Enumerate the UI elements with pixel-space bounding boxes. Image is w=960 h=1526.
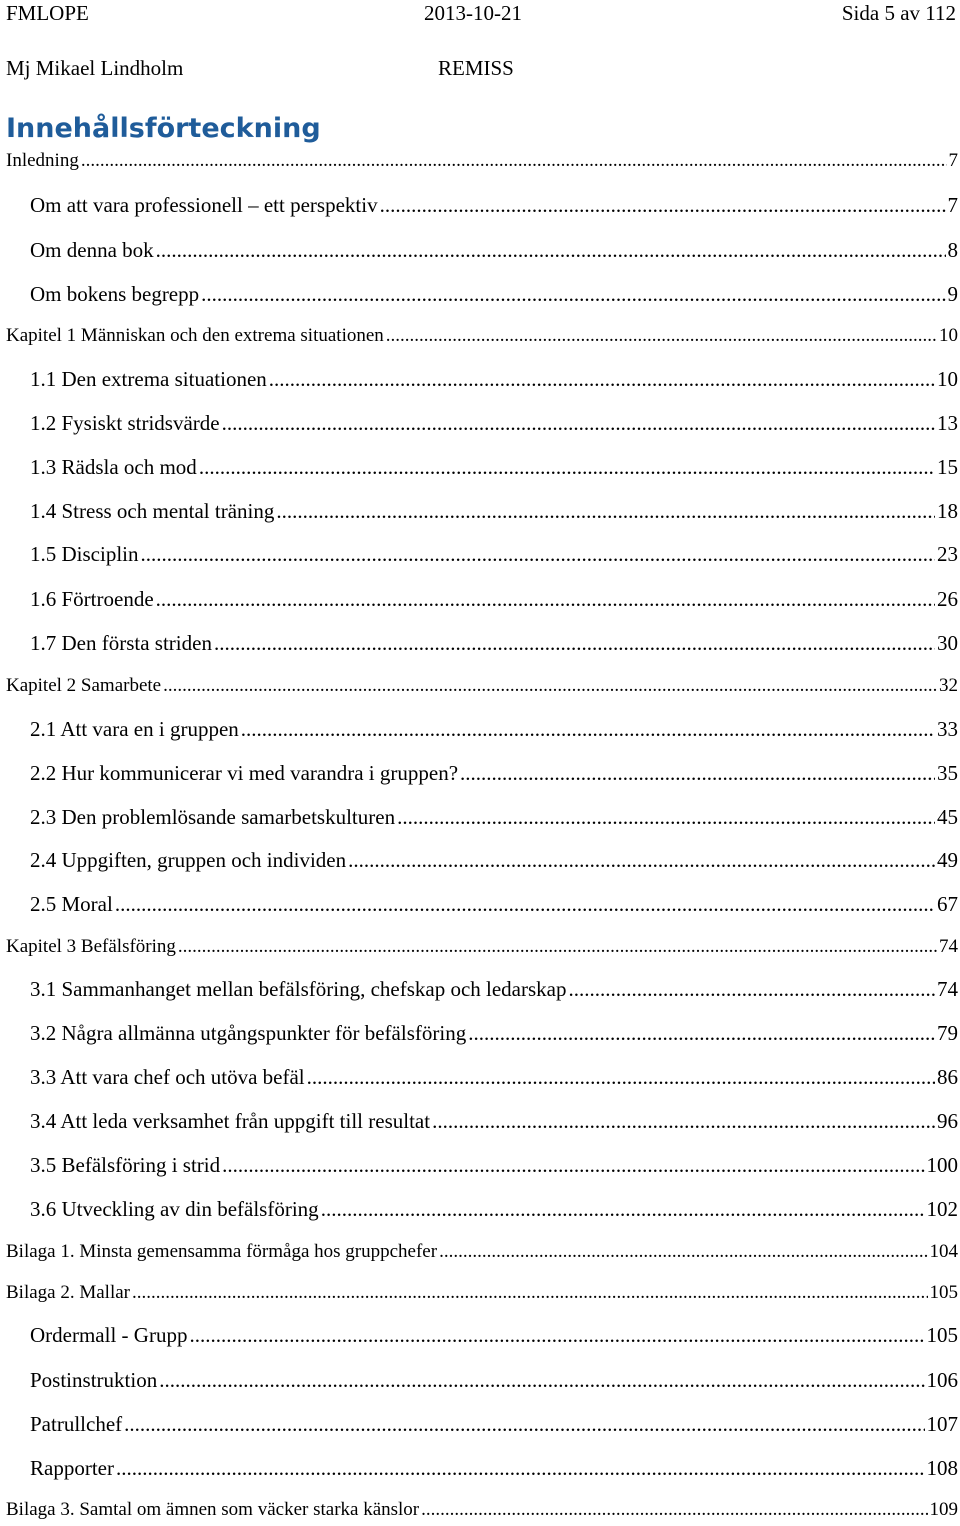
toc-entry[interactable] — [30, 454, 958, 481]
toc-leader-dots — [321, 1196, 925, 1223]
toc-leader-dots — [222, 1152, 924, 1179]
toc-entry[interactable] — [30, 1411, 958, 1438]
toc-entry[interactable] — [6, 1497, 958, 1522]
toc-entry-label: 3.1 Sammanhanget mellan befälsföring, chefskap och ledarskap — [30, 977, 567, 1001]
toc-leader-dots — [159, 1367, 924, 1394]
toc-entry-page-number: 79 — [937, 1021, 958, 1045]
toc-entry-label: 2.2 Hur kommunicerar vi med varandra i gruppen? — [30, 761, 459, 785]
toc-leader-dots — [460, 760, 935, 787]
toc-entry[interactable] — [6, 148, 958, 173]
toc-entry-page-number: 23 — [937, 542, 958, 566]
toc-leader-dots — [156, 237, 946, 264]
toc-leader-dots — [124, 1411, 924, 1438]
toc-entry-label: 1.6 Förtroende — [30, 587, 154, 611]
toc-entry[interactable] — [6, 934, 958, 959]
toc-leader-dots — [163, 673, 937, 698]
toc-leader-dots — [468, 1020, 935, 1047]
toc-entry-label: Rapporter — [30, 1456, 114, 1480]
toc-entry-page-number: 45 — [937, 805, 958, 829]
toc-leader-dots — [222, 410, 935, 437]
toc-leader-dots — [201, 281, 945, 308]
toc-entry[interactable] — [30, 410, 958, 437]
toc-entry-label: 1.2 Fysiskt stridsvärde — [30, 411, 220, 435]
header-doc-code: FMLOPE — [6, 1, 89, 25]
toc-entry[interactable] — [30, 716, 958, 743]
toc-entry[interactable] — [30, 281, 958, 308]
toc-entry-label: 1.4 Stress och mental träning — [30, 499, 275, 523]
toc-entry-label: 1.3 Rädsla och mod — [30, 455, 197, 479]
toc-entry-label: Bilaga 3. Samtal om ämnen som väcker starka känslor — [6, 1499, 420, 1520]
toc-leader-dots — [380, 192, 946, 219]
toc-leader-dots — [276, 498, 935, 525]
toc-entry-label: 3.6 Utveckling av din befälsföring — [30, 1197, 319, 1221]
toc-entry-label: Ordermall - Grupp — [30, 1323, 188, 1347]
toc-entry-label: 2.1 Att vara en i gruppen — [30, 717, 239, 741]
toc-entry-page-number: 15 — [937, 455, 958, 479]
toc-entry-label: 2.5 Moral — [30, 892, 113, 916]
toc-entry[interactable] — [30, 237, 958, 264]
toc-entry[interactable] — [30, 630, 958, 657]
header-date: 2013-10-21 — [424, 1, 522, 25]
toc-entry[interactable] — [30, 1020, 958, 1047]
toc-entry-label: Postinstruktion — [30, 1368, 158, 1392]
toc-entry-label: 1.5 Disciplin — [30, 542, 139, 566]
toc-entry[interactable] — [30, 498, 958, 525]
toc-leader-dots — [439, 1239, 927, 1264]
toc-entry[interactable] — [30, 1152, 958, 1179]
toc-entry-page-number: 105 — [929, 1282, 958, 1303]
toc-leader-dots — [156, 586, 935, 613]
toc-entry-page-number: 18 — [937, 499, 958, 523]
toc-leader-dots — [141, 541, 936, 568]
toc-leader-dots — [432, 1108, 935, 1135]
toc-entry-page-number: 9 — [947, 282, 958, 306]
toc-entry-label: Patrullchef — [30, 1412, 123, 1436]
toc-entry-page-number: 8 — [947, 238, 958, 262]
toc-entry-page-number: 49 — [937, 848, 958, 872]
toc-title: Innehållsförteckning — [6, 113, 321, 144]
toc-entry-label: 3.5 Befälsföring i strid — [30, 1153, 221, 1177]
toc-leader-dots — [348, 847, 935, 874]
toc-entry-page-number: 35 — [937, 761, 958, 785]
toc-entry-label: Om bokens begrepp — [30, 282, 200, 306]
toc-leader-dots — [421, 1497, 927, 1522]
toc-leader-dots — [178, 934, 937, 959]
toc-entry-label: Kapitel 3 Befälsföring — [6, 936, 176, 957]
toc-leader-dots — [116, 1455, 925, 1482]
toc-entry-page-number: 10 — [937, 367, 958, 391]
toc-entry[interactable] — [30, 586, 958, 613]
toc-entry-page-number: 7 — [947, 193, 958, 217]
toc-entry-label: 3.3 Att vara chef och utöva befäl — [30, 1065, 305, 1089]
toc-entry-page-number: 26 — [937, 587, 958, 611]
toc-leader-dots — [115, 891, 935, 918]
toc-leader-dots — [397, 804, 935, 831]
toc-entry[interactable] — [30, 1367, 958, 1394]
toc-entry-page-number: 86 — [937, 1065, 958, 1089]
toc-entry[interactable] — [30, 366, 958, 393]
toc-entry-label: 1.7 Den första striden — [30, 631, 212, 655]
toc-entry-page-number: 30 — [937, 631, 958, 655]
toc-entry-label: Bilaga 1. Minsta gemensamma förmåga hos gruppchefer — [6, 1241, 438, 1262]
toc-entry-page-number: 7 — [948, 150, 958, 171]
toc-entry-label: Om denna bok — [30, 238, 154, 262]
toc-entry-page-number: 102 — [926, 1197, 958, 1221]
toc-entry-label: Bilaga 2. Mallar — [6, 1282, 130, 1303]
toc-entry-label: 1.1 Den extrema situationen — [30, 367, 267, 391]
toc-entry[interactable] — [30, 1196, 958, 1223]
toc-entry-page-number: 74 — [937, 977, 958, 1001]
toc-leader-dots — [241, 716, 935, 743]
toc-entry[interactable] — [30, 1108, 958, 1135]
toc-entry[interactable] — [30, 891, 958, 918]
toc-entry-page-number: 104 — [929, 1241, 958, 1262]
toc-leader-dots — [269, 366, 935, 393]
toc-entry-label: Inledning — [6, 150, 79, 171]
toc-entry-page-number: 107 — [926, 1412, 958, 1436]
toc-leader-dots — [307, 1064, 935, 1091]
toc-entry-page-number: 106 — [926, 1368, 958, 1392]
toc-entry-page-number: 74 — [939, 936, 958, 957]
toc-entry[interactable] — [6, 673, 958, 698]
toc-entry[interactable] — [30, 541, 958, 568]
toc-entry[interactable] — [30, 847, 958, 874]
toc-entry-label: 3.2 Några allmänna utgångspunkter för befälsföring — [30, 1021, 467, 1045]
toc-entry-label: 2.3 Den problemlösande samarbetskulturen — [30, 805, 396, 829]
header-author: Mj Mikael Lindholm — [6, 56, 184, 80]
header-status: REMISS — [438, 56, 514, 80]
toc-leader-dots — [568, 976, 935, 1003]
toc-entry-page-number: 105 — [926, 1323, 958, 1347]
toc-entry-page-number: 100 — [926, 1153, 958, 1177]
toc-entry-page-number: 108 — [926, 1456, 958, 1480]
toc-leader-dots — [199, 454, 935, 481]
toc-entry-page-number: 10 — [939, 325, 958, 346]
toc-entry-label: 3.4 Att leda verksamhet från uppgift till resultat — [30, 1109, 431, 1133]
toc-entry[interactable] — [30, 1455, 958, 1482]
toc-entry[interactable] — [30, 804, 958, 831]
toc-entry[interactable] — [6, 323, 958, 348]
toc-entry[interactable] — [30, 1064, 958, 1091]
toc-entry-page-number: 96 — [937, 1109, 958, 1133]
toc-entry-label: Kapitel 2 Samarbete — [6, 675, 162, 696]
toc-entry-page-number: 13 — [937, 411, 958, 435]
toc-entry-page-number: 67 — [937, 892, 958, 916]
toc-entry[interactable] — [6, 1280, 958, 1305]
toc-leader-dots — [214, 630, 935, 657]
toc-leader-dots — [81, 148, 947, 173]
toc-entry[interactable] — [30, 192, 958, 219]
toc-entry[interactable] — [6, 1239, 958, 1264]
toc-entry-label: 2.4 Uppgiften, gruppen och individen — [30, 848, 347, 872]
toc-entry[interactable] — [30, 976, 958, 1003]
toc-leader-dots — [189, 1322, 924, 1349]
toc-entry-label: Kapitel 1 Människan och den extrema situationen — [6, 325, 384, 346]
toc-leader-dots — [386, 323, 937, 348]
toc-entry-label: Om att vara professionell – ett perspektiv — [30, 193, 378, 217]
toc-leader-dots — [132, 1280, 928, 1305]
toc-entry-page-number: 109 — [929, 1499, 958, 1520]
toc-entry[interactable] — [30, 1322, 958, 1349]
toc-entry-page-number: 33 — [937, 717, 958, 741]
header-page-info: Sida 5 av 112 — [841, 1, 956, 25]
toc-entry[interactable] — [30, 760, 958, 787]
toc-entry-page-number: 32 — [939, 675, 958, 696]
